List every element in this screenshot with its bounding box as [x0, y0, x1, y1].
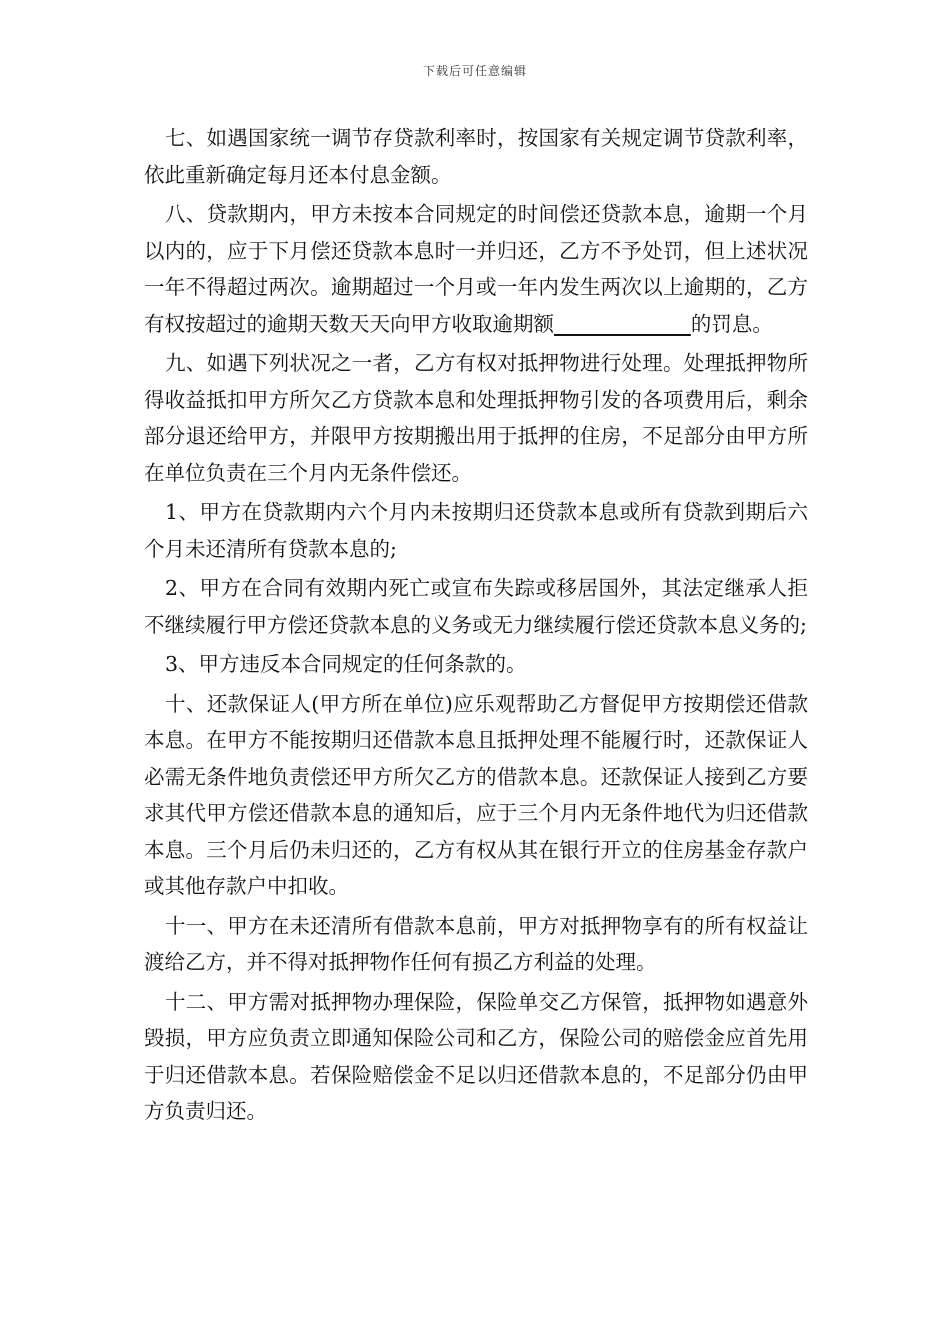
clause-8 [144, 196, 808, 342]
clause-9-item-2-text: 2、甲方在合同有效期内死亡或宣布失踪或移居国外，其法定继承人拒不继续履行甲方偿还贷款本息的义务或无力继续履行偿还贷款本息义务的; [144, 576, 808, 637]
clause-12 [144, 984, 808, 1130]
page-header: 下载后可任意编辑 [422, 64, 527, 78]
clause-10 [144, 686, 808, 905]
clause-9-item-2 [144, 570, 808, 643]
clause-9-text: 九、如遇下列状况之一者，乙方有权对抵押物进行处理。处理抵押物所得收益抵扣甲方所欠乙方贷款本息和处理抵押物引发的各项费用后，剩余部分退还给甲方，并限甲方按期搬出用于抵押的住房，不足部分由甲方所在单位负责在三个月内无条件偿还。 [144, 351, 808, 485]
clause-12-text: 十二、甲方需对抵押物办理保险，保险单交乙方保管，抵押物如遇意外毁损，甲方应负责立即通知保险公司和乙方，保险公司的赔偿金应首先用于归还借款本息。若保险赔偿金不足以归还借款本息的，不足部分仍由甲方负责归还。 [144, 989, 808, 1123]
clause-9-item-3-text: 3、甲方违反本合同规定的任何条款的。 [165, 652, 527, 676]
clause-9-item-1 [144, 494, 808, 567]
clause-8-text: 八、贷款期内，甲方未按本合同规定的时间偿还贷款本息，逾期一个月以内的，应于下月偿还贷款本息时一并归还，乙方不予处罚，但上述状况一年不得超过两次。逾期超过一个月或一年内发生两次以上逾期的，乙方有权按超过的逾期天数天天向甲方收取逾期额 [144, 202, 808, 336]
clause-8-tail: 的罚息。 [690, 311, 773, 336]
clause-11 [144, 908, 808, 981]
clause-9-item-1-text: 1、甲方在贷款期内六个月内未按期归还贷款本息或所有贷款到期后六个月未还清所有贷款本息的; [144, 500, 808, 561]
clause-9 [144, 345, 808, 491]
clause-11-text: 十一、甲方在未还清所有借款本息前，甲方对抵押物享有的所有权益让渡给乙方，并不得对抵押物作任何有损乙方利益的处理。 [144, 913, 808, 974]
clause-7-text: 七、如遇国家统一调节存贷款利率时，按国家有关规定调节贷款利率，依此重新确定每月还本付息金额。 [144, 126, 808, 187]
clause-7 [144, 120, 808, 193]
clause-9-item-3 [144, 646, 808, 683]
penalty-rate-blank [554, 312, 691, 336]
document-body [144, 120, 808, 1133]
clause-10-text: 十、还款保证人(甲方所在单位)应乐观帮助乙方督促甲方按期偿还借款本息。在甲方不能按期归还借款本息且抵押处理不能履行时，还款保证人必需无条件地负责偿还甲方所欠乙方的借款本息。还款保证人接到乙方要求其代甲方偿还借款本息的通知后，应于三个月内无条件地代为归还借款本息。三个月后仍未归还的，乙方有权从其在银行开立的住房基金存款户或其他存款户中扣收。 [144, 691, 808, 898]
